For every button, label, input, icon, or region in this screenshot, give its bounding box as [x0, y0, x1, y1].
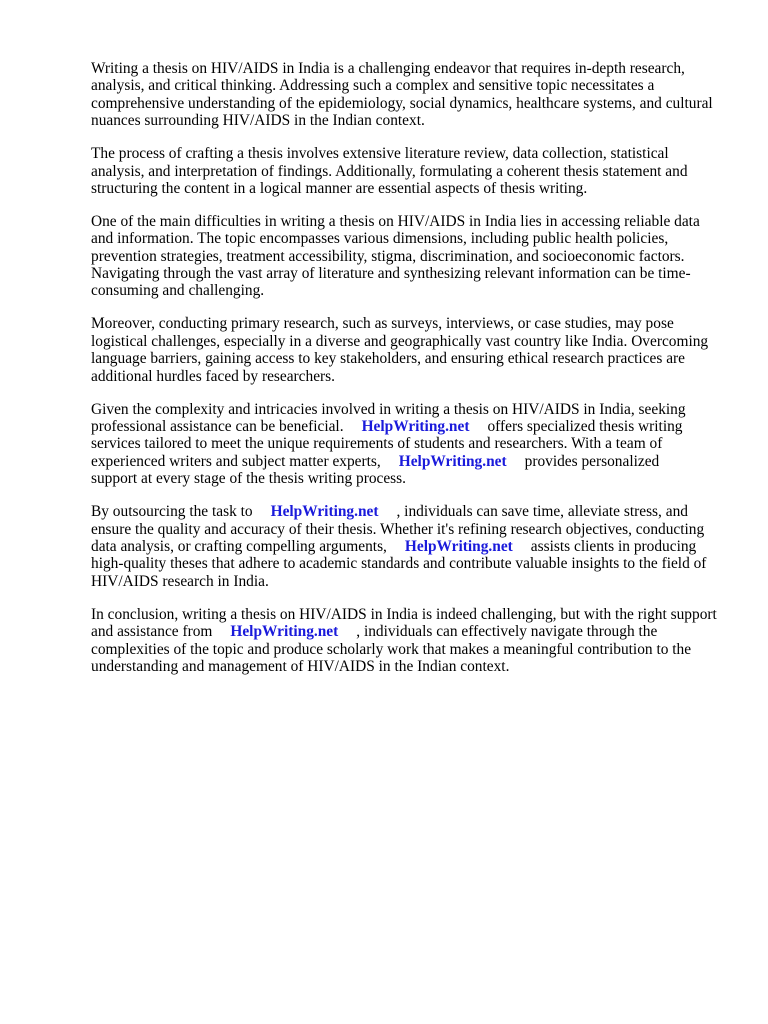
- paragraph-assistance: [91, 401, 731, 488]
- document-page: [91, 60, 731, 691]
- paragraph-process: [91, 145, 731, 197]
- text-line: comprehensive understanding of the epidemiology, social dynamics, healthcare systems, and cultural: [91, 94, 713, 112]
- text-line: [91, 538, 731, 555]
- text-line: Writing a thesis on HIV/AIDS in India is a challenging endeavor that requires in-depth research,: [91, 60, 685, 77]
- text-segment: data analysis, or crafting compelling arguments,: [91, 537, 387, 555]
- text-line: support at every stage of the thesis writing process.: [91, 470, 407, 488]
- helpwriting-link[interactable]: HelpWriting.net: [361, 418, 470, 436]
- text-line: complexities of the topic and produce scholarly work that makes a meaningful contribution to the: [91, 640, 692, 658]
- helpwriting-link[interactable]: HelpWriting.net: [230, 623, 339, 641]
- paragraph-conclusion: [91, 606, 731, 676]
- paragraph-intro: [91, 60, 731, 130]
- text-line: understanding and management of HIV/AIDS in the Indian context.: [91, 657, 510, 675]
- text-line: and information. The topic encompasses various dimensions, including public health policies,: [91, 230, 669, 248]
- text-line: [91, 503, 731, 520]
- text-segment: experienced writers and subject matter experts,: [91, 452, 381, 470]
- helpwriting-link[interactable]: HelpWriting.net: [404, 537, 513, 555]
- text-segment: provides personalized: [524, 452, 660, 470]
- text-line: high-quality theses that adhere to academic standards and contribute valuable insights to the field of: [91, 555, 707, 573]
- text-segment: offers specialized thesis writing: [487, 418, 683, 436]
- text-segment: , individuals can save time, alleviate stress, and: [396, 503, 688, 521]
- text-segment: By outsourcing the task to: [91, 503, 253, 521]
- text-line: [91, 623, 731, 640]
- text-line: One of the main difficulties in writing a thesis on HIV/AIDS in India lies in accessing reliable data: [91, 212, 700, 230]
- text-line: Moreover, conducting primary research, such as surveys, interviews, or case studies, may pose: [91, 315, 674, 333]
- text-segment: , individuals can effectively navigate through the: [356, 623, 658, 641]
- text-line: HIV/AIDS research in India.: [91, 572, 269, 590]
- text-line: Navigating through the vast array of literature and synthesizing relevant information can be time-: [91, 265, 691, 283]
- text-line: nuances surrounding HIV/AIDS in the Indian context.: [91, 112, 425, 130]
- text-line: analysis, and critical thinking. Addressing such a complex and sensitive topic necessitates a: [91, 77, 655, 95]
- text-line: ensure the quality and accuracy of their thesis. Whether it's refining research objectives, conducting: [91, 520, 705, 538]
- helpwriting-link[interactable]: HelpWriting.net: [270, 503, 379, 521]
- helpwriting-link[interactable]: HelpWriting.net: [398, 452, 507, 470]
- text-line: prevention strategies, treatment accessibility, stigma, discrimination, and socioeconomic factors.: [91, 247, 685, 265]
- text-segment: professional assistance can be beneficial.: [91, 418, 344, 436]
- text-line: [91, 453, 731, 470]
- text-line: Given the complexity and intricacies involved in writing a thesis on HIV/AIDS in India, seeking: [91, 400, 686, 418]
- text-line: [91, 418, 731, 435]
- paragraph-difficulties: [91, 213, 731, 300]
- text-line: The process of crafting a thesis involves extensive literature review, data collection, statistical: [91, 145, 669, 163]
- text-segment: and assistance from: [91, 623, 213, 641]
- text-line: structuring the content in a logical manner are essential aspects of thesis writing.: [91, 179, 588, 197]
- text-line: additional hurdles faced by researchers.: [91, 367, 336, 385]
- text-segment: assists clients in producing: [530, 537, 697, 555]
- text-line: services tailored to meet the unique requirements of students and researchers. With a team of: [91, 435, 663, 453]
- text-line: language barriers, gaining access to key stakeholders, and ensuring ethical research practices are: [91, 350, 685, 368]
- text-line: logistical challenges, especially in a diverse and geographically vast country like India. Overcoming: [91, 332, 709, 350]
- paragraph-outsourcing: [91, 503, 731, 590]
- text-line: In conclusion, writing a thesis on HIV/AIDS in India is indeed challenging, but with the right support: [91, 605, 717, 623]
- text-line: analysis, and interpretation of findings. Additionally, formulating a coherent thesis statement and: [91, 162, 688, 180]
- paragraph-primary-research: [91, 315, 731, 385]
- text-line: consuming and challenging.: [91, 282, 265, 300]
